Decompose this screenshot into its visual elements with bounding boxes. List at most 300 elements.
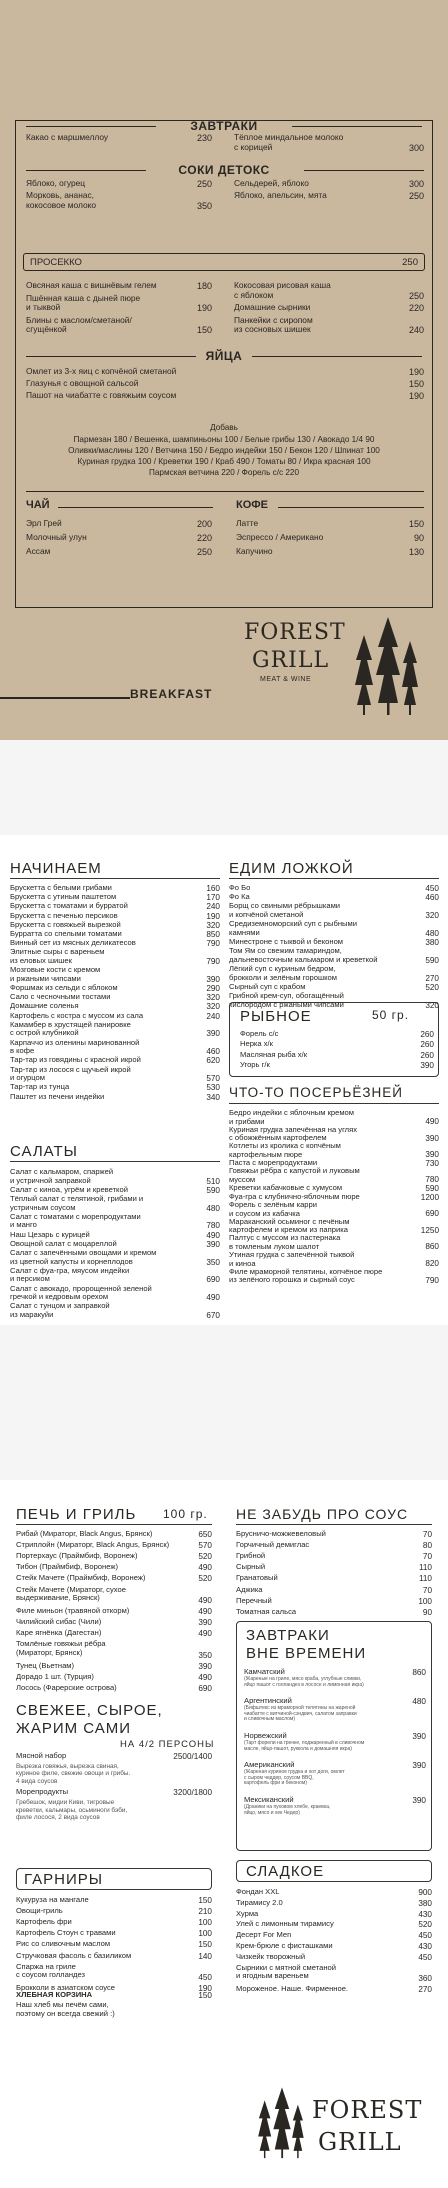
spoon-title: ЕДИМ ЛОЖКОЙ bbox=[229, 860, 354, 877]
menu-item-name: Молочный улун bbox=[26, 532, 87, 542]
menu-item-name: Брускетта с говяжьей вырезкой bbox=[10, 919, 121, 929]
menu-item-name: Масляная рыба х/к bbox=[240, 1049, 308, 1059]
menu-item-name: Тирамису 2.0 bbox=[236, 1897, 283, 1907]
menu-item-price: 450 bbox=[425, 884, 439, 893]
menu-item-name: Кокосовая рисовая каша с яблоком bbox=[234, 280, 331, 300]
menu-item-price: 160 bbox=[206, 884, 220, 893]
menu-item-name: Элитные сыры с вареньем из еловых шишек bbox=[10, 947, 105, 965]
menu-item-name: Фондан XXL bbox=[236, 1887, 280, 1896]
menu-item-price: 1250 bbox=[420, 1225, 439, 1235]
divider bbox=[236, 1524, 432, 1525]
menu-item-name: Мозговые кости с кремом и ржаными чипсами bbox=[10, 965, 101, 983]
menu-item-name: Пашот на чиабатте с говяжьим соусом bbox=[26, 390, 177, 400]
menu-item-price: 490 bbox=[425, 1117, 439, 1126]
menu-item-name: Мясной набор bbox=[16, 1751, 67, 1760]
menu-item-price: 390 bbox=[412, 1796, 426, 1805]
menu-item-name: Рибай (Мираторг, Black Angus, Брянск) bbox=[16, 1529, 153, 1538]
menu-item-price: 200 bbox=[196, 519, 212, 529]
menu-item-name: Сырный bbox=[236, 1562, 266, 1572]
menu-item-name: Тёплое миндальное молоко с корицей bbox=[234, 132, 344, 152]
menu-item-name: Наш Цезарь с курицей bbox=[10, 1229, 90, 1239]
menu-item-name: Дорадо 1 шт. (Турция) bbox=[16, 1672, 94, 1682]
menu-item-price: 260 bbox=[420, 1040, 434, 1050]
menu-item-name: Домашние соленья bbox=[10, 1001, 79, 1011]
menu-item-price: 480 bbox=[425, 928, 439, 938]
menu-item-note: (Тарт форели на гренке, поджаренный в сливочном масле, яйцо-пашот, руккола и домашняя икра) bbox=[244, 1740, 365, 1752]
menu-item-price: 690 bbox=[206, 1275, 220, 1285]
menu-item-name: Филе миньон (травяной откорм) bbox=[16, 1606, 130, 1616]
menu-item-name: Блины с маслом/сметаной/ сгущёнкой bbox=[26, 314, 132, 334]
menu-item-name: Хурма bbox=[236, 1908, 259, 1918]
menu-item-name: Сырный суп с крабом bbox=[229, 981, 306, 991]
menu-item-name: Овощи-гриль bbox=[16, 1906, 63, 1916]
menu-item-name: Брускетта с белыми грибами bbox=[10, 883, 112, 892]
menu-item-name: Картофель фри bbox=[16, 1917, 72, 1927]
menu-item-price: 90 bbox=[413, 533, 424, 543]
menu-item-price: 2500/1400 bbox=[173, 1752, 212, 1761]
menu-item-price: 170 bbox=[206, 893, 220, 903]
menu-page-3 bbox=[0, 1480, 448, 2188]
fish-title: РЫБНОЕ bbox=[240, 1008, 312, 1025]
menu-item-name: Норвежский bbox=[244, 1731, 287, 1740]
breakfast-label: BREAKFAST bbox=[130, 687, 213, 701]
menu-item-price: 240 bbox=[206, 902, 220, 912]
breakfast-underline bbox=[0, 697, 130, 699]
menu-item-name: Глазунья с овощной сальсой bbox=[26, 378, 139, 388]
menu-item-price: 490 bbox=[206, 1293, 220, 1303]
menu-item-price: 480 bbox=[412, 1697, 426, 1707]
menu-item-price: 790 bbox=[206, 957, 220, 966]
menu-item-name: Салат с кальмаром, спаржей и устричной заправкой bbox=[10, 1167, 114, 1185]
divider bbox=[252, 356, 422, 357]
menu-item-name: Морковь, ананас, кокосовое молоко bbox=[26, 190, 97, 210]
menu-item-name: Салат с тунцом и заправкой из маракуйи bbox=[10, 1301, 110, 1319]
menu-item-note: (Жареные на гриле, мясо краба, углубные сливки, яйцо пашот с голландез в лососе и лимонная икра) bbox=[244, 1676, 364, 1688]
menu-item-name: Морепродукты bbox=[16, 1787, 69, 1797]
breakfast-frame bbox=[15, 120, 433, 608]
menu-item-price: 100 bbox=[418, 1596, 432, 1606]
menu-item-price: 490 bbox=[206, 1230, 220, 1240]
prosecco-price: 250 bbox=[402, 257, 418, 268]
menu-item-name: Палтус с муссом из пастернака в томленым луком шалот bbox=[229, 1233, 341, 1251]
menu-item-name: Ассам bbox=[26, 546, 51, 556]
menu-item-price: 590 bbox=[206, 1185, 220, 1195]
menu-item-price: 300 bbox=[408, 179, 424, 189]
menu-item-price: 100 bbox=[198, 1929, 212, 1939]
menu-item-note: (Бифштекс из мраморной телятины на жареной чиабатте с витчиной-сэндвич, салатом заправки и сливочным маслом) bbox=[244, 1705, 357, 1723]
menu-item-price: 790 bbox=[206, 939, 220, 949]
menu-item-name: Улей с лимонным тирамису bbox=[236, 1919, 334, 1929]
menu-item-note: (Жареная куриное грудка и хот доги, омлет с сыром чеддер, соусом BBQ, картофель фри и беконом) bbox=[244, 1769, 345, 1787]
menu-item-price: 390 bbox=[420, 1061, 434, 1071]
menu-item-name: Мексиканский bbox=[244, 1795, 294, 1804]
menu-item-price: 350 bbox=[206, 1257, 220, 1267]
menu-item-price: 240 bbox=[408, 325, 424, 335]
menu-item-name: Лёгкий суп с куриным бедром, брокколи и зелёным горошком bbox=[229, 964, 337, 982]
menu-item-price: 130 bbox=[408, 547, 424, 557]
menu-item-price: 450 bbox=[198, 1973, 212, 1983]
menu-item-name: Винный сет из мясных деликатесов bbox=[10, 938, 136, 948]
menu-item-name: Капучино bbox=[236, 546, 273, 556]
menu-item-name: Тар-тар из тунца bbox=[10, 1082, 70, 1092]
fish-unit: 50 гр. bbox=[372, 1008, 410, 1022]
menu-item-name: Эспрессо / Американо bbox=[236, 532, 324, 542]
menu-item-name: Утиная грудка с запечённой тыквой и киноа bbox=[229, 1250, 355, 1268]
menu-item-price: 150 bbox=[196, 325, 212, 335]
divider bbox=[26, 491, 424, 492]
logo-grill: GRILL bbox=[252, 648, 330, 673]
menu-item-name: Стручковая фасоль с базиликом bbox=[16, 1950, 132, 1960]
menu-item-price: 570 bbox=[198, 1541, 212, 1551]
menu-item-name: Бедро индейки с яблочным кремом и грибами bbox=[229, 1108, 355, 1126]
menu-item-name: Стейк Мачете (Праймбиф, Воронеж) bbox=[16, 1573, 146, 1583]
menu-item-name: Омлет из 3-х яиц с копчёной сметаной bbox=[26, 366, 177, 376]
menu-item-price: 320 bbox=[206, 920, 220, 930]
menu-item-price: 350 bbox=[198, 1650, 212, 1660]
menu-item-name: Панкейки с сиропом из сосновых шишек bbox=[234, 314, 313, 334]
menu-item-price: 490 bbox=[198, 1607, 212, 1617]
menu-item-name: Крем-брюле с фисташками bbox=[236, 1941, 333, 1950]
menu-item-price: 490 bbox=[198, 1596, 212, 1605]
menu-item-name: Карпаччо из оленины маринованной в кофе bbox=[10, 1037, 140, 1056]
menu-item-price: 390 bbox=[412, 1761, 426, 1771]
menu-item-name: Камчатский bbox=[244, 1667, 285, 1676]
menu-item-price: 520 bbox=[198, 1552, 212, 1562]
menu-item-name: Латте bbox=[236, 518, 259, 528]
sweet-title: СЛАДКОЕ bbox=[246, 1863, 325, 1880]
menu-item-price: 250 bbox=[196, 179, 212, 189]
breakfast-title: ЗАВТРАКИ bbox=[190, 119, 258, 133]
menu-item-price: 220 bbox=[196, 533, 212, 543]
menu-item-price: 460 bbox=[206, 1047, 220, 1057]
logo-forest: FOREST bbox=[244, 620, 346, 645]
menu-item-price: 430 bbox=[418, 1909, 432, 1919]
menu-item-price: 860 bbox=[412, 1668, 426, 1677]
menu-item-name: Филе мраморной телятины, копчёное пюре из зелёного горошка и сырный соус bbox=[229, 1266, 383, 1285]
menu-item-name: Томлёные говяжьи рёбра (Мираторг, Брянск) bbox=[16, 1639, 106, 1657]
menu-item-name: Нерка х/к bbox=[240, 1039, 273, 1049]
grill-unit: 100 гр. bbox=[163, 1507, 208, 1521]
menu-item-name: Камамбер в хрустящей панировке с острой клубникой bbox=[10, 1019, 131, 1038]
menu-item-price: 70 bbox=[422, 1530, 432, 1539]
addition-line: Оливки/маслины 120 / Ветчина 150 / Бедро индейки 150 / Бекон 120 / Шпинат 100 bbox=[68, 446, 380, 455]
menu-item-name: Аджика bbox=[236, 1584, 263, 1594]
divider bbox=[304, 170, 424, 171]
menu-item-price: 70 bbox=[422, 1552, 432, 1562]
start-title: НАЧИНАЕМ bbox=[10, 860, 102, 877]
menu-item-price: 270 bbox=[425, 973, 439, 983]
menu-item-name: Салат с авокадо, пророщенной зеленой гречкой и кедровым орехом bbox=[10, 1283, 152, 1302]
menu-item-price: 190 bbox=[408, 391, 424, 401]
divider bbox=[26, 356, 196, 357]
menu-item-price: 730 bbox=[425, 1158, 439, 1168]
divider bbox=[10, 1161, 220, 1162]
menu-item-price: 1200 bbox=[420, 1192, 439, 1202]
menu-item-name: Сельдерей, яблоко bbox=[234, 178, 309, 188]
fork-title: ЧТО-ТО ПОСЕРЬЁЗНЕЙ bbox=[229, 1085, 403, 1100]
menu-item-price: 690 bbox=[425, 1209, 439, 1219]
menu-item-price: 390 bbox=[198, 1662, 212, 1671]
menu-item-name: Лосось (Фарерские острова) bbox=[16, 1683, 117, 1693]
menu-item-name: Фо Бо bbox=[229, 883, 251, 892]
menu-item-price: 520 bbox=[198, 1574, 212, 1584]
menu-item-price: 350 bbox=[196, 200, 212, 211]
menu-item-name: Форель с/с bbox=[240, 1029, 279, 1038]
menu-item-name: Брускетта с утиным паштетом bbox=[10, 892, 117, 902]
menu-item-price: 320 bbox=[206, 993, 220, 1003]
menu-item-price: 180 bbox=[196, 281, 212, 291]
menu-item-name: Каре ягнёнка (Дагестан) bbox=[16, 1628, 102, 1638]
menu-item-price: 300 bbox=[408, 143, 424, 153]
menu-item-price: 150 bbox=[408, 519, 424, 529]
menu-item-name: Кукуруза на мангале bbox=[16, 1895, 89, 1904]
menu-item-name: Американский bbox=[244, 1760, 295, 1770]
menu-item-price: 490 bbox=[198, 1629, 212, 1639]
menu-item-name: Брокколи в азиатском соусе bbox=[16, 1983, 115, 1993]
menu-item-price: 90 bbox=[422, 1607, 432, 1617]
menu-item-price: 590 bbox=[425, 1184, 439, 1193]
menu-item-price: 360 bbox=[418, 1973, 432, 1983]
menu-item-price: 150 bbox=[198, 1896, 212, 1905]
sides-title: ГАРНИРЫ bbox=[24, 1871, 104, 1888]
menu-item-name: Стейк Мачете (Мираторг, сухое выдерживание, Брянск) bbox=[16, 1584, 126, 1603]
divider bbox=[26, 170, 146, 171]
menu-item-price: 900 bbox=[418, 1888, 432, 1897]
menu-item-price: 690 bbox=[198, 1684, 212, 1694]
logo-grill: GRILL bbox=[318, 2128, 402, 2156]
menu-item-price: 520 bbox=[418, 1920, 432, 1930]
divider bbox=[278, 507, 424, 508]
menu-item-name: Салат с киноа, угрём и креветкой bbox=[10, 1184, 128, 1194]
prosecco-label: ПРОСЕККО bbox=[30, 257, 82, 268]
divider bbox=[10, 878, 220, 879]
menu-item-price: 570 bbox=[206, 1074, 220, 1084]
menu-item-price: 530 bbox=[206, 1083, 220, 1093]
menu-item-name: Котлеты из кролика с копчёным картофельным пюре bbox=[229, 1141, 341, 1159]
menu-item-name: Чилийский сибас (Чили) bbox=[16, 1617, 102, 1627]
menu-item-price: 490 bbox=[198, 1673, 212, 1683]
menu-item-price: 780 bbox=[206, 1221, 220, 1231]
sauce-title: НЕ ЗАБУДЬ ПРО СОУС bbox=[236, 1506, 409, 1522]
menu-item-price: 820 bbox=[425, 1259, 439, 1268]
menu-item-name: Салат с фуа-гра, мяусом индейки и персиком bbox=[10, 1265, 130, 1284]
menu-item-price: 590 bbox=[425, 955, 439, 965]
menu-item-name: Форшмак из сельди с яблоком bbox=[10, 983, 118, 992]
menu-item-price: 390 bbox=[206, 1239, 220, 1249]
breakfast-menu-page bbox=[0, 0, 448, 740]
menu-item-price: 480 bbox=[206, 1203, 220, 1213]
menu-page-2 bbox=[0, 740, 448, 1480]
menu-item-price: 320 bbox=[206, 1002, 220, 1012]
menu-item-price: 150 bbox=[408, 379, 424, 389]
menu-item-price: 80 bbox=[422, 1541, 432, 1551]
menu-item-price: 490 bbox=[198, 1563, 212, 1573]
menu-item-name: Горчичный демиглас bbox=[236, 1540, 310, 1550]
menu-item-price: 140 bbox=[198, 1951, 212, 1961]
divider bbox=[229, 1103, 439, 1104]
menu-item-name: Мороженое. Наше. Фирменное. bbox=[236, 1983, 349, 1993]
menu-item-name: Тёплый салат с телятиной, грибами и устричным соусом bbox=[10, 1194, 144, 1212]
menu-item-price: 780 bbox=[425, 1175, 439, 1185]
menu-item-price: 390 bbox=[206, 974, 220, 984]
menu-item-note: (Драники на пуховом хлебе, краевка, яйцо, мясо и хек Чедер) bbox=[244, 1804, 331, 1816]
menu-item-price: 270 bbox=[418, 1984, 432, 1994]
menu-item-price: 390 bbox=[425, 1133, 439, 1143]
menu-item-name: Портерхаус (Праймбиф, Воронеж) bbox=[16, 1551, 138, 1561]
menu-item-name: Говяжьи рёбра с капустой и луковым муссом bbox=[229, 1166, 360, 1184]
menu-item-price: 100 bbox=[198, 1918, 212, 1928]
tea-title: ЧАЙ bbox=[26, 499, 50, 511]
timeless-title: ЗАВТРАКИ ВНЕ ВРЕМЕНИ bbox=[246, 1627, 367, 1662]
menu-item-name: Паста с морепродуктами bbox=[229, 1157, 318, 1167]
menu-item-name: Минестроне с тыквой и беконом bbox=[229, 937, 344, 946]
divider bbox=[26, 126, 156, 127]
menu-item-price: 320 bbox=[425, 1000, 439, 1010]
basket-title: ХЛЕБНАЯ КОРЗИНА bbox=[16, 1990, 93, 1999]
menu-item-price: 190 bbox=[408, 367, 424, 377]
menu-item-name: Яблоко, огурец bbox=[26, 178, 86, 188]
menu-item-name: Сырники с мятной сметаной и ягодным вареньем bbox=[236, 1962, 337, 1981]
menu-item-price: 290 bbox=[206, 984, 220, 993]
detox-title: СОКИ ДЕТОКС bbox=[178, 163, 270, 177]
menu-item-name: Картофель с костра с муссом из сала bbox=[10, 1010, 144, 1020]
menu-item-name: Яблоко, апельсин, мята bbox=[234, 190, 327, 200]
menu-item-name: Угорь г/к bbox=[240, 1060, 270, 1070]
forest-trees-icon bbox=[352, 615, 424, 719]
menu-item-price: 380 bbox=[425, 938, 439, 947]
menu-item-price: 190 bbox=[206, 911, 220, 921]
fresh-unit: НА 4/2 ПЕРСОНЫ bbox=[120, 1739, 215, 1750]
menu-item-name: Тар-тар из лосося с щучьей икрой и огурцом bbox=[10, 1064, 131, 1083]
menu-item-name: Куриная грудка запечённая на углях с обожжённым картофелем bbox=[229, 1124, 358, 1143]
menu-item-price: 240 bbox=[206, 1011, 220, 1021]
menu-item-price: 250 bbox=[408, 290, 424, 301]
menu-item-price: 390 bbox=[206, 1029, 220, 1039]
menu-item-name: Десерт For Men bbox=[236, 1930, 292, 1940]
menu-item-price: 320 bbox=[425, 911, 439, 920]
menu-item-name: Брусничо-можжевеловый bbox=[236, 1529, 326, 1538]
addition-line: Пармская ветчина 220 / Форель с/с 220 bbox=[148, 468, 300, 477]
coffee-title: КОФЕ bbox=[236, 499, 268, 511]
menu-item-name: Какао с маршмеллоу bbox=[26, 132, 109, 142]
menu-item-price: 430 bbox=[418, 1942, 432, 1951]
addition-line: Пармезан 180 / Вешенка, шампиньоны 100 / Белые грибы 130 / Авокадо 1/4 90 bbox=[73, 435, 375, 444]
menu-item-price: 510 bbox=[206, 1176, 220, 1186]
menu-item-price: 250 bbox=[408, 191, 424, 201]
menu-item-price: 850 bbox=[206, 930, 220, 939]
menu-item-name: Брускетта с томатами и бурратой bbox=[10, 901, 128, 911]
menu-item-name: Сало с чесночными тостами bbox=[10, 992, 111, 1002]
menu-item-name: Фуа-гра с клубнично-яблочным пюре bbox=[229, 1191, 360, 1201]
menu-item-name: Грибной bbox=[236, 1551, 266, 1561]
basket-price: 150 bbox=[198, 1991, 212, 2000]
fresh-title: СВЕЖЕЕ, СЫРОЕ, ЖАРИМ САМИ bbox=[16, 1702, 163, 1737]
salads-title: САЛАТЫ bbox=[10, 1143, 78, 1160]
addition-line: Куриная грудка 100 / Креветки 190 / Краб 490 / Томаты 80 / Икра красная 100 bbox=[77, 457, 371, 466]
menu-item-name: Том Ям со свежим тамариндом, дальневосточным кальмаром и креветкой bbox=[229, 946, 378, 964]
menu-item-name: Салат с запечёнными овощами и кремом из цветной капусты и корнеплодов bbox=[10, 1248, 157, 1266]
menu-item-price: 260 bbox=[420, 1050, 434, 1060]
menu-item-name: Домашние сырники bbox=[234, 302, 311, 312]
menu-item-price: 620 bbox=[206, 1056, 220, 1066]
menu-item-name: Спаржа на гриле с соусом голландез bbox=[16, 1961, 85, 1980]
menu-item-name: Бурратта со спелыми томатами bbox=[10, 929, 122, 938]
menu-item-name: Аргентинский bbox=[244, 1696, 292, 1706]
divider bbox=[229, 878, 439, 879]
menu-item-name: Тар-тар из говядины с красной икрой bbox=[10, 1055, 141, 1065]
menu-item-name: Паштет из печени индейки bbox=[10, 1091, 105, 1101]
menu-item-name: Форель с зелёным карри и соусом из кабачка bbox=[229, 1200, 317, 1218]
menu-item-name: Креветки кабачковые с хумусом bbox=[229, 1183, 343, 1192]
menu-item-name: Борщ со свиными рёбрышками и копчёной сметаной bbox=[229, 901, 341, 919]
menu-item-price: 150 bbox=[198, 1940, 212, 1950]
menu-item-price: 110 bbox=[418, 1574, 432, 1584]
menu-item-name: Чизкейк творожный bbox=[236, 1951, 306, 1961]
menu-item-price: 450 bbox=[418, 1952, 432, 1962]
logo-subtitle: MEAT & WINE bbox=[260, 676, 312, 683]
menu-item-price: 380 bbox=[418, 1898, 432, 1908]
menu-item-name: Гребешок, мидии Киви, тигровые креветки, кальмары, осьминоги бэби, филе лосося, 2 вида соусов bbox=[16, 1799, 128, 1821]
menu-item-name: Перечный bbox=[236, 1595, 272, 1605]
menu-item-name: Брускетта с печенью персиков bbox=[10, 910, 118, 920]
menu-item-name: Тибон (Праймбиф, Воронеж) bbox=[16, 1562, 118, 1572]
menu-item-price: 190 bbox=[198, 1984, 212, 1994]
menu-item-price: 650 bbox=[198, 1530, 212, 1539]
eggs-title: ЯЙЦА bbox=[205, 349, 243, 363]
menu-item-price: 390 bbox=[198, 1618, 212, 1628]
divider bbox=[292, 126, 422, 127]
menu-item-price: 110 bbox=[418, 1563, 432, 1573]
additions-title: Добавь bbox=[210, 423, 238, 432]
menu-item-price: 210 bbox=[198, 1907, 212, 1917]
menu-item-name: Пшённая каша с дыней пюре и тыквой bbox=[26, 292, 141, 312]
grill-title: ПЕЧЬ И ГРИЛЬ bbox=[16, 1506, 137, 1523]
menu-item-name: Овощной салат с моцареллой bbox=[10, 1238, 117, 1248]
menu-item-price: 3200/1800 bbox=[173, 1788, 212, 1798]
menu-item-price: 790 bbox=[425, 1275, 439, 1285]
menu-item-price: 250 bbox=[196, 547, 212, 557]
menu-item-price: 190 bbox=[196, 303, 212, 313]
menu-item-name: Стриплойн (Мираторг, Black Angus, Брянск) bbox=[16, 1540, 170, 1550]
menu-item-name: Вырезка говяжья, вырезка свиная, куриное филе, свежие овощи и грибы. 4 вида соусов bbox=[16, 1763, 131, 1785]
divider bbox=[58, 507, 213, 508]
divider bbox=[16, 1524, 212, 1525]
menu-item-price: 260 bbox=[420, 1030, 434, 1039]
basket-note: Наш хлеб мы печём сами, поэтому он всегда свежий :) bbox=[16, 2000, 115, 2018]
menu-item-name: Овсяная каша с вишнёвым гелем bbox=[26, 280, 157, 290]
prosecco-box bbox=[23, 253, 425, 271]
menu-item-name: Фо Ка bbox=[229, 892, 250, 902]
menu-item-price: 520 bbox=[425, 982, 439, 992]
menu-item-name: Салат с томатами с морепродуктами и манго bbox=[10, 1211, 141, 1230]
menu-item-price: 340 bbox=[206, 1092, 220, 1102]
menu-item-price: 220 bbox=[408, 303, 424, 313]
menu-item-name: Мараканский осьминог с печёным картофелем и кремом из паприка bbox=[229, 1216, 350, 1235]
menu-item-price: 390 bbox=[425, 1150, 439, 1160]
menu-item-name: Средиземноморский суп с рыбными камнями bbox=[229, 919, 357, 937]
menu-item-name: Эрл Грей bbox=[26, 518, 62, 528]
menu-item-price: 860 bbox=[425, 1242, 439, 1252]
menu-item-price: 460 bbox=[425, 893, 439, 903]
menu-item-price: 450 bbox=[418, 1931, 432, 1941]
forest-trees-icon bbox=[256, 2082, 308, 2166]
menu-item-price: 390 bbox=[412, 1732, 426, 1741]
logo-forest: FOREST bbox=[312, 2096, 423, 2124]
menu-item-name: Гранатовый bbox=[236, 1573, 278, 1583]
menu-item-price: 70 bbox=[422, 1585, 432, 1595]
menu-item-name: Тунец (Вьетнам) bbox=[16, 1661, 75, 1670]
menu-item-name: Грибной крем-суп, обогащённый кислородом с ржаными чипсами bbox=[229, 991, 344, 1009]
